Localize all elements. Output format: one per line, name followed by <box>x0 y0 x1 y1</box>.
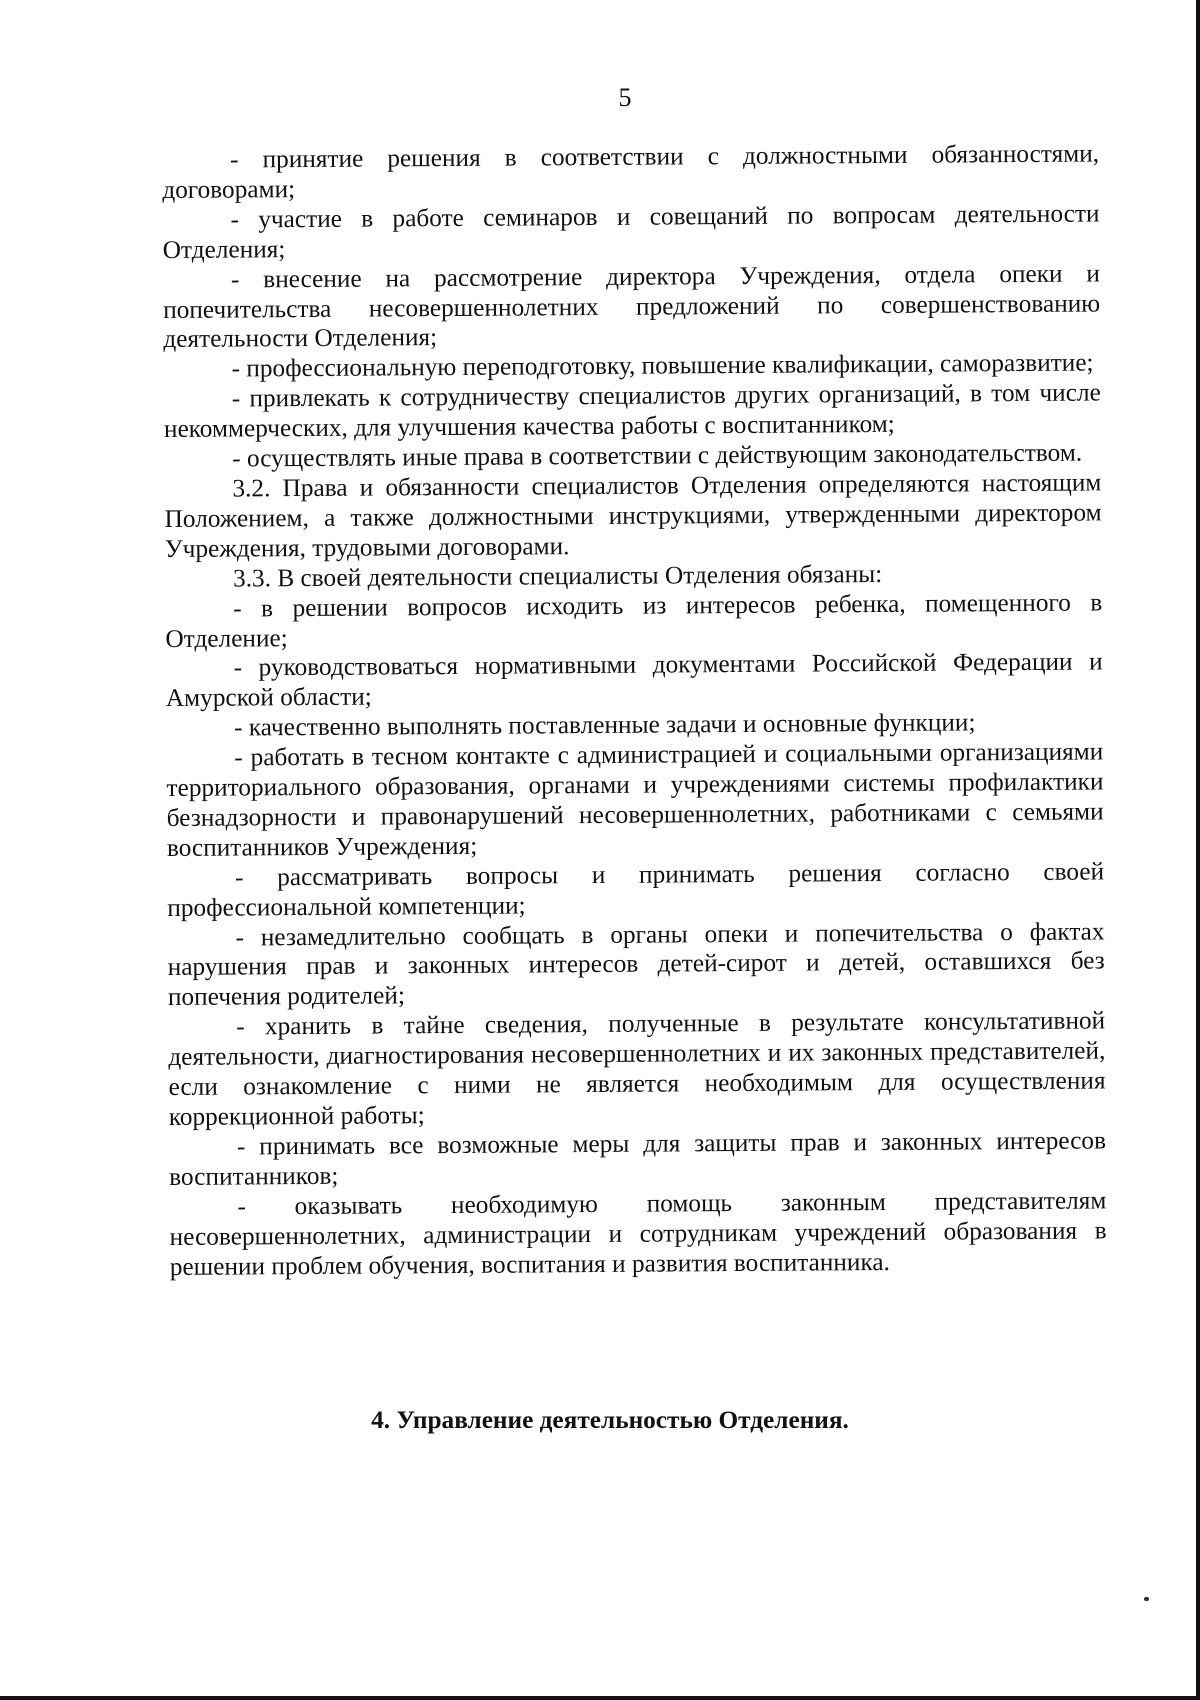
document-body <box>162 139 1107 1282</box>
paragraph-2: - участие в работе семинаров и совещаний по вопросам деятельности Отделения; <box>162 199 1100 264</box>
paragraph-12: - работать в тесном контакте с администрацией и социальными организациями территориального образования, органами и учреждениями системы профилактики безнадзорности и правонарушений несовершеннолетних, работниками с семьями воспитанников Учреждения; <box>166 737 1104 862</box>
paragraph-4: - профессиональную переподготовку, повышение квалификации, саморазвитие; <box>231 348 1094 383</box>
scan-edge-bottom <box>0 1696 1200 1700</box>
scan-speck <box>1144 1597 1149 1601</box>
paragraph-11: - качественно выполнять поставленные задачи и основные функции; <box>233 708 976 742</box>
paragraph-3: - внесение на рассмотрение директора Учреждения, отдела опеки и попечительства несовершеннолетних предложений по совершенствованию деятельности Отделения; <box>163 259 1101 354</box>
paragraph-9: - в решении вопросов исходить из интересов ребенка, помещенного в Отделение; <box>165 588 1103 653</box>
paragraph-14: - незамедлительно сообщать в органы опеки и попечительства о фактах нарушения прав и законных интересов детей-сирот и детей, оставшихся без попечения родителей; <box>167 917 1105 1012</box>
paragraph-5: - привлекать к сотрудничеству специалистов других организаций, в том числе некоммерческих, для улучшения качества работы с воспитанником; <box>163 378 1101 444</box>
paragraph-1: - принятие решения в соответствии с должностными обязанностями, договорами; <box>162 139 1100 204</box>
paragraph-10: - руководствоваться нормативными документами Российской Федерации и Амурской области; <box>165 647 1103 713</box>
paragraph-6: - осуществлять иные права в соответствии с действующим законодательством. <box>232 438 1083 473</box>
paragraph-8: 3.3. В своей деятельности специалисты Отделения обязаны: <box>232 559 883 593</box>
page-number: 5 <box>618 83 632 112</box>
paragraph-13: - рассматривать вопросы и принимать решения согласно своей профессиональной компетенции; <box>167 857 1105 922</box>
paragraph-16: - принимать все возможные меры для защиты прав и законных интересов воспитанников; <box>169 1126 1107 1191</box>
paragraph-15: - хранить в тайне сведения, полученные в результате консультативной деятельности, диагностирования несовершеннолетних и их законных представителей, если ознакомление с ними не является необходимым для осуществления коррекционной работы; <box>168 1006 1106 1131</box>
scan-edge-right <box>1196 0 1200 1700</box>
section-heading: 4. Управление деятельностью Отделения. <box>371 1406 849 1434</box>
paragraph-17: - оказывать необходимую помощь законным представителям несовершеннолетних, администрации и сотрудникам учреждений образования в решении проблем обучения, воспитания и развития воспитанника. <box>169 1186 1107 1281</box>
paragraph-7: 3.2. Права и обязанности специалистов Отделения определяются настоящим Положением, а также должностными инструкциями, утвержденными директором Учреждения, трудовыми договорами. <box>164 468 1102 563</box>
